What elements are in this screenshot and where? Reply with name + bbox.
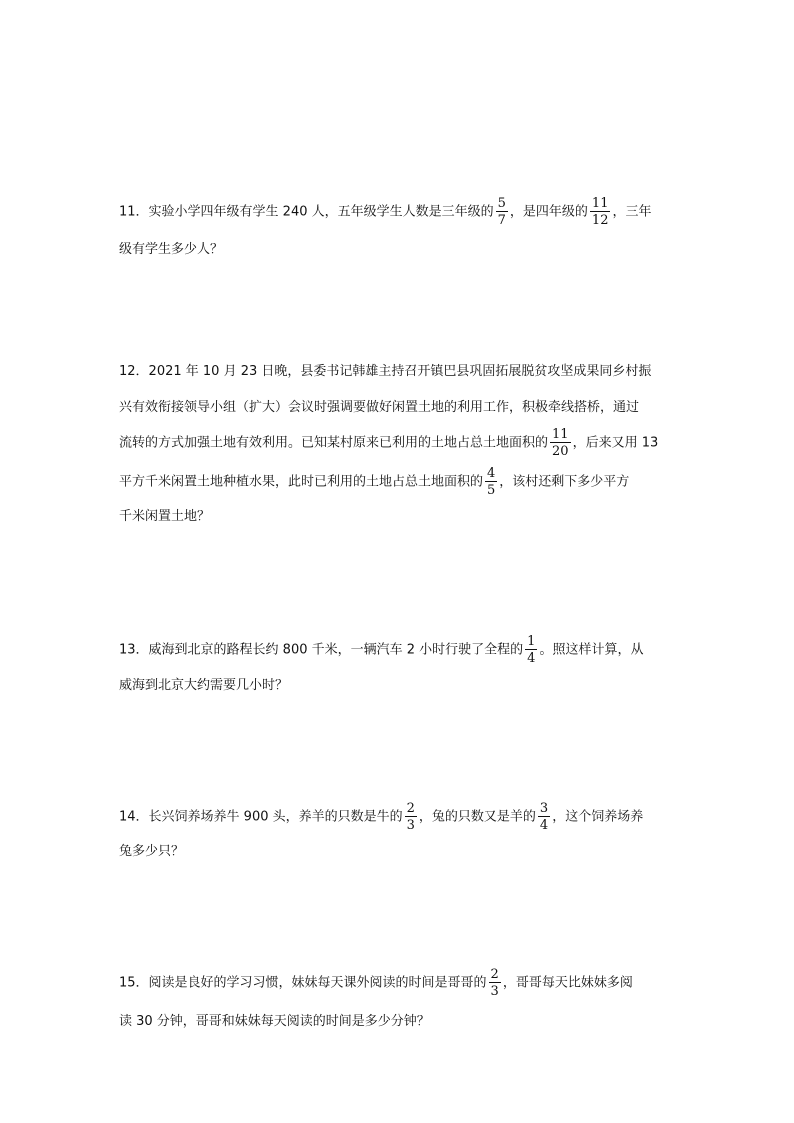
problem-line (119, 466, 630, 498)
fraction-denominator: 7 (497, 213, 506, 228)
text-run: ，三年 (612, 204, 652, 220)
text-run: ，后来又用 13 (572, 435, 659, 451)
text-run: 读 30 分钟，哥哥和妹妹每天阅读的时间是多少分钟？ (119, 1014, 430, 1029)
problem-line (119, 634, 644, 666)
fraction-numerator: 5 (497, 196, 506, 211)
text-run: 威海到北京大约需要几小时？ (119, 678, 289, 693)
text-run: 13．威海到北京的路程长约 800 千米，一辆汽车 2 小时行驶了全程的 (119, 642, 524, 658)
fraction (538, 802, 550, 832)
fraction-denominator: 5 (487, 483, 496, 498)
problem-line (119, 196, 652, 228)
fraction-denominator: 20 (552, 444, 569, 459)
fraction-denominator: 4 (527, 651, 536, 666)
text-run: 兔多少只？ (119, 844, 185, 859)
text-run: 千米闲置土地？ (119, 509, 211, 524)
fraction (590, 197, 611, 227)
fraction (496, 197, 508, 227)
fraction-numerator: 4 (487, 466, 496, 481)
fraction (525, 635, 537, 665)
fraction-numerator: 3 (539, 801, 549, 816)
fraction-numerator: 11 (552, 427, 569, 442)
text-run: 。照这样计算，从 (539, 642, 644, 658)
problem-line (119, 396, 639, 420)
fraction-denominator: 12 (591, 213, 609, 228)
fraction-denominator: 3 (406, 818, 415, 833)
text-run: 平方千米闲置土地种植水果，此时已利用的土地占总土地面积的 (119, 474, 484, 490)
fraction-numerator: 1 (527, 634, 536, 649)
fraction (405, 802, 417, 832)
text-run: 15．阅读是良好的学习习惯，妹妹每天课外阅读的时间是哥哥的 (119, 975, 487, 991)
problem-line (119, 427, 659, 459)
problem-line (119, 840, 184, 864)
text-run: ，是四年级的 (509, 204, 588, 220)
fraction-denominator: 4 (539, 818, 549, 833)
problem-line (119, 674, 288, 698)
fraction (485, 467, 497, 497)
text-run: ，这个饲养场养 (552, 809, 644, 825)
problem-line (119, 801, 644, 833)
problem-line (119, 238, 223, 262)
text-run: 14．长兴饲养场养牛 900 头，养羊的只数是牛的 (119, 809, 403, 825)
text-run: 12．2021 年 10 月 23 日晚，县委书记韩雄主持召开镇巴县巩固拓展脱贫攻坚成果同乡村振 (119, 364, 652, 379)
problem-line (119, 360, 651, 384)
text-run: 兴有效衔接领导小组（扩大）会议时强调要做好闲置土地的利用工作，积极牵线搭桥，通过 (119, 400, 640, 415)
fraction-denominator: 3 (490, 984, 499, 999)
problem-line (119, 1010, 430, 1034)
fraction (550, 428, 571, 458)
text-run: 11．实验小学四年级有学生 240 人，五年级学生人数是三年级的 (119, 204, 494, 220)
problem-line (119, 967, 633, 999)
text-run: ，兔的只数又是羊的 (418, 809, 536, 825)
text-run: 流转的方式加强土地有效利用。已知某村原来已利用的土地占总土地面积的 (119, 435, 549, 451)
problem-line (119, 505, 210, 529)
text-run: ，哥哥每天比妹妹多阅 (502, 975, 633, 991)
fraction-numerator: 2 (490, 967, 499, 982)
fraction-numerator: 2 (406, 801, 415, 816)
text-run: 级有学生多少人？ (119, 242, 224, 257)
fraction (489, 968, 501, 998)
fraction-numerator: 11 (591, 196, 609, 211)
text-run: ，该村还剩下多少平方 (499, 474, 630, 490)
